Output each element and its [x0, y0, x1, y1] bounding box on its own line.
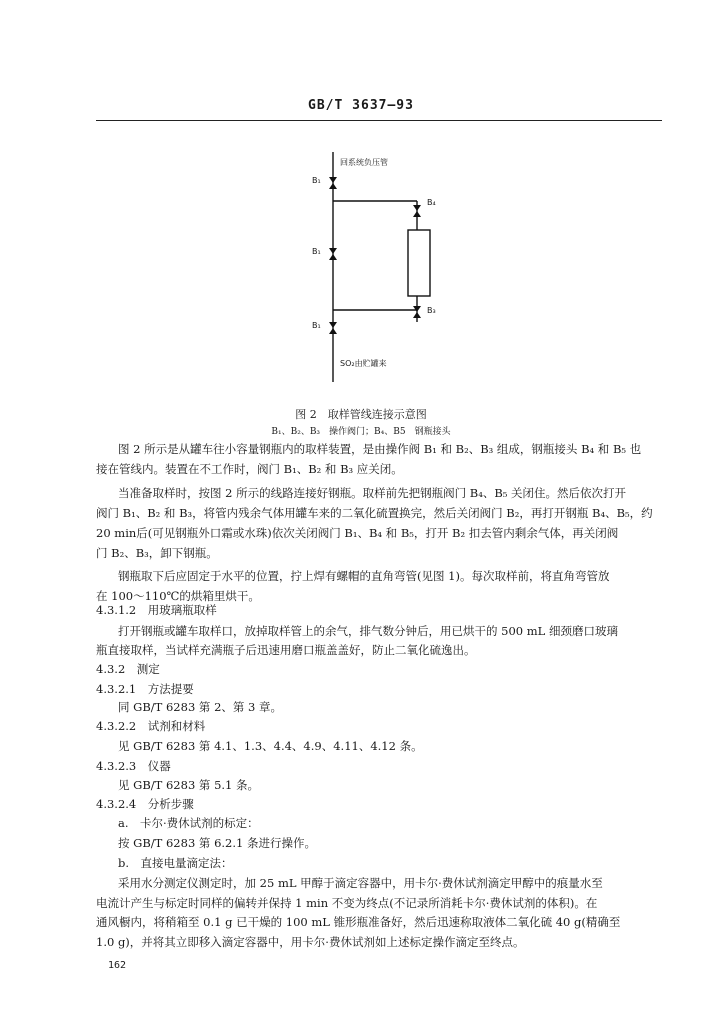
paragraph-line: 采用水分测定仪测定时，加 25 mL 甲醇于滴定容器中，用卡尔·费休试剂滴定甲醇中的痕量水至: [118, 876, 603, 890]
label-joint-top: B₄: [427, 198, 436, 207]
page-number: 162: [108, 960, 127, 971]
paragraph-line: 通风橱内，将稍箱至 0.1 g 已干燥的 100 mL 锥形瓶准备好，然后迅速称取液体二氧化硫 40 g(精确至: [96, 915, 621, 929]
joint-b5-icon: [413, 306, 421, 312]
section-heading: 4.3.2.2 试剂和材料: [96, 719, 206, 733]
steel-cylinder: [408, 230, 430, 296]
paragraph-line: 同 GB/T 6283 第 2、第 3 章。: [118, 700, 283, 714]
section-heading: 4.3.1.2 用玻璃瓶取样: [96, 603, 217, 617]
list-item-b: b. 直接电量滴定法：: [118, 856, 233, 870]
paragraph-line: 当准备取样时，按图 2 所示的线路连接好钢瓶。取样前先把钢瓶阀门 B₄、B₅ 关闭住。然后依次打开: [118, 486, 627, 500]
paragraph-line: 钢瓶取下后应固定于水平的位置，拧上焊有螺帽的直角弯管(见图 1)。每次取样前，将直角弯管放: [118, 569, 610, 583]
label-from-tank: SO₂由贮罐来: [340, 359, 387, 368]
label-valve-b2: B₁: [312, 247, 321, 256]
label-to-vacuum: 回系统负压管: [340, 158, 388, 167]
paragraph-line: 按 GB/T 6283 第 6.2.1 条进行操作。: [118, 836, 316, 850]
paragraph-line: 阀门 B₁、B₂ 和 B₃，将管内残余气体用罐车来的二氧化硫置换完，然后关闭阀门 B₂，再打开钢瓶 B₄、B₅，约: [96, 506, 653, 520]
figure-caption: 图 2 取样管线连接示意图: [295, 408, 427, 421]
joint-b4-icon: [413, 205, 421, 211]
paragraph-line: 打开钢瓶或罐车取样口，放掉取样管上的余气，排气数分钟后，用已烘干的 500 mL 细颈磨口玻璃: [118, 624, 618, 638]
section-heading: 4.3.2 测定: [96, 662, 160, 676]
list-item-a: a. 卡尔·费休试剂的标定：: [118, 816, 259, 830]
label-valve-b3: B₁: [312, 321, 321, 330]
paragraph-line: 瓶直接取样，当试样充满瓶子后迅速用磨口瓶盖盖好，防止二氧化硫逸出。: [96, 643, 476, 657]
label-joint-bottom: B₃: [427, 306, 436, 315]
sampling-line-diagram: [0, 0, 722, 400]
page-header: GB/T 3637—93: [308, 98, 414, 113]
section-heading: 4.3.2.1 方法提要: [96, 682, 194, 696]
section-heading: 4.3.2.4 分析步骤: [96, 797, 194, 811]
valve-b1-icon: [329, 177, 337, 183]
section-heading: 4.3.2.3 仪器: [96, 759, 171, 773]
paragraph-line: 20 min后(可见钢瓶外口霜或水珠)依次关闭阀门 B₁、B₄ 和 B₅，打开 B₂ 扣去管内剩余气体，再关闭阀: [96, 526, 619, 540]
label-valve-b1: B₁: [312, 176, 321, 185]
paragraph-line: 见 GB/T 6283 第 4.1、1.3、4.4、4.9、4.11、4.12 条。: [118, 739, 423, 753]
paragraph-line: 门 B₂、B₃，卸下钢瓶。: [96, 546, 218, 560]
paragraph-line: 图 2 所示是从罐车往小容量钢瓶内的取样装置，是由操作阀 B₁ 和 B₂、B₃ 组成，钢瓶接头 B₄ 和 B₅ 也: [118, 442, 642, 456]
paragraph-line: 电流计产生与标定时同样的偏转并保持 1 min 不变为终点(不记录所消耗卡尔·费休试剂的体积)。在: [96, 896, 598, 910]
valve-b3-icon: [329, 322, 337, 328]
paragraph-line: 接在管线内。装置在不工作时，阀门 B₁、B₂ 和 B₃ 应关闭。: [96, 462, 403, 476]
figure-legend: B₁、B₂、B₃ 操作阀门；B₄、B5 钢瓶接头: [271, 427, 451, 437]
valve-b2-icon: [329, 248, 337, 254]
paragraph-line: 在 100～110℃的烘箱里烘干。: [96, 589, 260, 603]
paragraph-line: 见 GB/T 6283 第 5.1 条。: [118, 778, 260, 792]
paragraph-line: 1.0 g)，并将其立即移入滴定容器中，用卡尔·费休试剂如上述标定操作滴定至终点。: [96, 935, 525, 949]
